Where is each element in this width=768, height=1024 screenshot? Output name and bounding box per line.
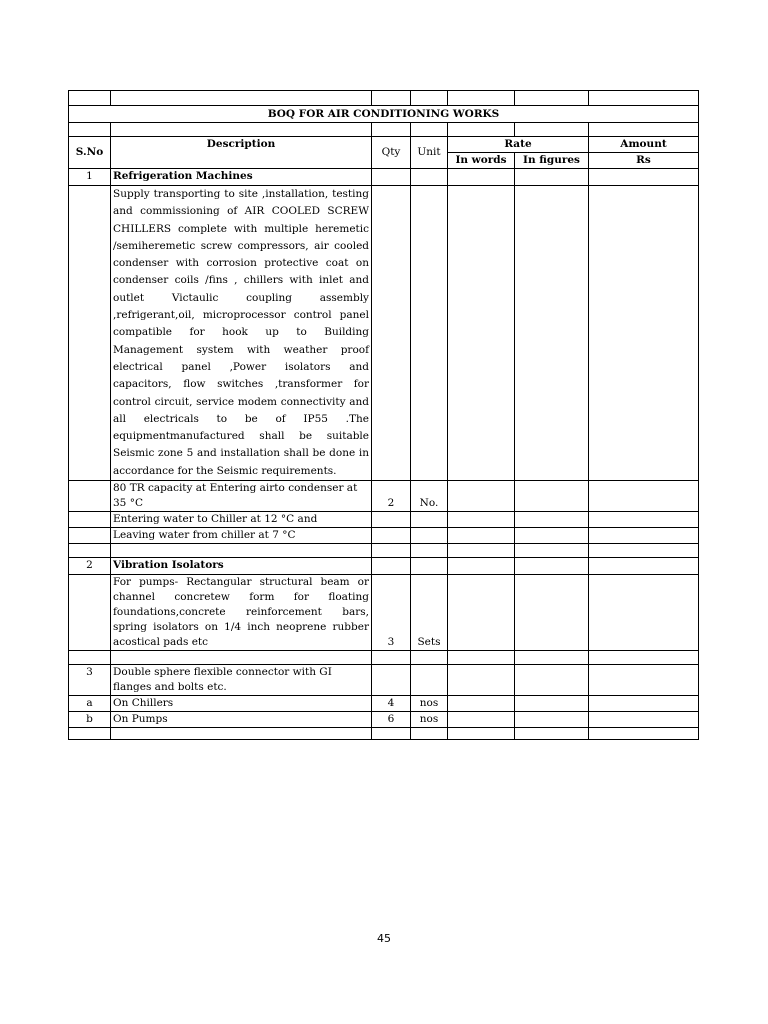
header-rate-words: In words xyxy=(448,153,515,169)
subitem-unit: nos xyxy=(411,696,448,712)
item-unit: No. xyxy=(411,481,448,512)
header-row xyxy=(69,137,699,153)
item-heading-row xyxy=(69,169,699,186)
item-qty: 2 xyxy=(372,481,411,512)
item-qty: 3 xyxy=(372,575,411,651)
header-rate: Rate xyxy=(448,137,589,153)
boq-sheet xyxy=(68,90,698,740)
table-title: BOQ FOR AIR CONDITIONING WORKS xyxy=(69,106,699,123)
header-amount-unit: Rs xyxy=(589,153,699,169)
item-sno: 1 xyxy=(69,169,111,186)
item-description: For pumps- Rectangular structural beam or channel concretew form for floating foundations,concrete reinforcement bars, spring isolators on 1/4 inch neoprene rubber acostical pads etc xyxy=(111,575,372,651)
blank-row xyxy=(69,91,699,106)
item-sno: 2 xyxy=(69,558,111,575)
subitem-sno: b xyxy=(69,712,111,728)
item-unit: Sets xyxy=(411,575,448,651)
subitem-label: On Chillers xyxy=(111,696,372,712)
item-heading-row xyxy=(69,558,699,575)
header-unit: Unit xyxy=(411,137,448,169)
item-note-row xyxy=(69,528,699,544)
page-number: 45 xyxy=(377,932,391,945)
header-amount: Amount xyxy=(589,137,699,153)
item-heading: Vibration Isolators xyxy=(111,558,372,575)
blank-row xyxy=(69,651,699,665)
item-sno: 3 xyxy=(69,665,111,696)
boq-table xyxy=(68,90,699,740)
subitem-sno: a xyxy=(69,696,111,712)
subitem-qty: 6 xyxy=(372,712,411,728)
header-description: Description xyxy=(111,137,372,169)
header-sno: S.No xyxy=(69,137,111,169)
item-capacity: 80 TR capacity at Entering airto condenser at 35 °C xyxy=(111,481,372,512)
item-capacity-row xyxy=(69,481,699,512)
item-description-row xyxy=(69,575,699,651)
blank-row xyxy=(69,544,699,558)
item-description: Double sphere flexible connector with GI flanges and bolts etc. xyxy=(111,665,372,696)
item-note: Entering water to Chiller at 12 °C and xyxy=(111,512,372,528)
subitem-row xyxy=(69,696,699,712)
subitem-row xyxy=(69,712,699,728)
header-rate-figures: In figures xyxy=(515,153,589,169)
item-note-row xyxy=(69,512,699,528)
blank-row xyxy=(69,728,699,740)
title-row xyxy=(69,106,699,123)
header-qty: Qty xyxy=(372,137,411,169)
subitem-unit: nos xyxy=(411,712,448,728)
item-description: Supply transporting to site ,installation, testing and commissioning of AIR COOLED SCREW CHILLERS complete with multiple heremetic /semiheremetic screw compressors, air cooled condenser with corrosion protective coat on condenser coils /fins , chillers with inlet and outlet Victaulic coupling assembly ,refrigerant,oil, microprocessor control panel compatible for hook up to Building Management system with weather proof electrical panel ,Power isolators and capacitors, flow switches ,transformer for control circuit, service modem connectivity and all electricals to be of IP55 .The equipmentmanufactured shall be suitable Seismic zone 5 and installation shall be done in accordance for the Seismic requirements. xyxy=(111,186,372,481)
item-description-row xyxy=(69,186,699,481)
item-note: Leaving water from chiller at 7 °C xyxy=(111,528,372,544)
subitem-qty: 4 xyxy=(372,696,411,712)
item-heading: Refrigeration Machines xyxy=(111,169,372,186)
subitem-label: On Pumps xyxy=(111,712,372,728)
blank-row xyxy=(69,123,699,137)
item-heading-row xyxy=(69,665,699,696)
